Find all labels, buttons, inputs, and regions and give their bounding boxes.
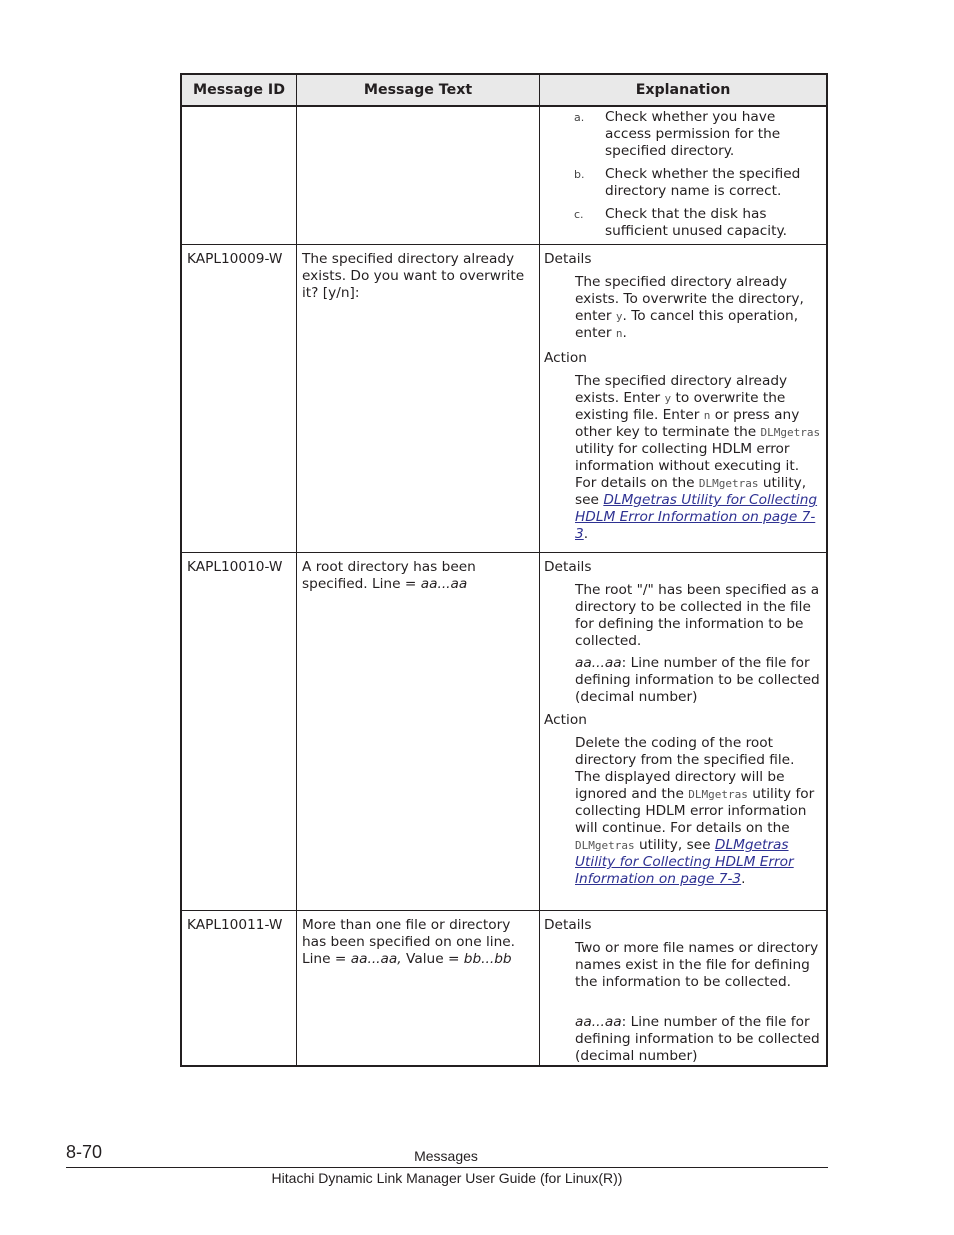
table-header <box>182 75 826 107</box>
cross-reference-link[interactable]: DLMgetras Utility for Collecting HDLM Error Information on page 7-3 <box>575 492 818 542</box>
messages-table <box>180 73 828 1067</box>
message-text-mid: Value = <box>401 951 464 967</box>
column-divider <box>539 75 540 1065</box>
action-text: Delete the coding of the root directory from the specified file. The displayed directory will be ignored and the DLMgetras utility for collecting HDLM error information will continue. For details on the DLMgetras utility, see DLMgetras Utility for Collecting HDLM Error Information on page 7-3. <box>575 735 815 887</box>
footer-divider <box>66 1167 828 1168</box>
list-marker: c. <box>574 208 584 221</box>
action-text: The specified directory already exists. Enter y to overwrite the existing file. Enter n or press any other key to terminate the DLMgetras utility for collecting HDLM error information without executing it. For details on the DLMgetras utility, see DLMgetras Utility for Collecting HDLM Error Information on page 7-3. <box>575 373 821 542</box>
list-item: Check whether the specified directory name is correct. <box>605 166 801 199</box>
details-variable: aa...aa <box>575 1014 622 1030</box>
row-divider <box>182 552 826 553</box>
list-item: Check whether you have access permission for the specified directory. <box>605 109 781 159</box>
details-text: Two or more file names or directory names exist in the file for defining the information to be collected. <box>575 940 819 990</box>
message-variable: aa...aa <box>420 576 468 592</box>
message-text: The specified directory already exists. Do you want to overwrite it? [y/n]: <box>302 251 525 301</box>
message-id: KAPL10009-W <box>187 251 283 267</box>
details-variable-desc: : Line number of the file for defining information to be collected (decimal number) <box>575 655 820 705</box>
details-variable-desc: : Line number of the file for defining information to be collected (decimal number) <box>575 1014 820 1064</box>
column-divider <box>296 75 297 1065</box>
header-explanation: Explanation <box>635 82 731 98</box>
details-text: The root "/" has been specified as a directory to be collected in the file for defining the information to be collected. <box>575 582 820 649</box>
message-text-prefix: More than one file or directory has been specified on one line. Line = <box>302 917 516 967</box>
message-text <box>302 917 536 968</box>
list-item: Check that the disk has sufficient unused capacity. <box>605 206 787 239</box>
message-variable: aa...aa, <box>350 951 402 967</box>
document-title: Hitachi Dynamic Link Manager User Guide (for Linux(R)) <box>271 1170 623 1186</box>
cross-reference-link[interactable]: DLMgetras Utility for Collecting HDLM Error Information on page 7-3 <box>575 837 794 887</box>
details-variable-text <box>575 1014 823 1065</box>
details-variable: aa...aa <box>575 655 622 671</box>
list-marker: a. <box>574 111 585 124</box>
message-id: KAPL10011-W <box>187 917 283 933</box>
details-variable-text <box>575 655 823 706</box>
action-label: Action <box>544 350 587 366</box>
section-name: Messages <box>414 1148 478 1164</box>
message-text <box>302 559 536 593</box>
row-divider <box>182 244 826 245</box>
message-text-prefix: A root directory has been specified. Line = <box>302 559 476 592</box>
header-message-text: Message Text <box>363 82 473 98</box>
message-variable: bb...bb <box>463 951 512 967</box>
details-text: The specified directory already exists. To overwrite the directory, enter y. To cancel this operation, enter n. <box>575 274 804 341</box>
row-divider <box>182 910 826 911</box>
header-message-id: Message ID <box>193 82 285 98</box>
list-marker: b. <box>574 168 585 181</box>
details-label: Details <box>544 251 592 267</box>
message-id: KAPL10010-W <box>187 559 283 575</box>
action-label: Action <box>544 712 587 728</box>
page-number: 8-70 <box>66 1142 103 1162</box>
details-label: Details <box>544 559 592 575</box>
details-label: Details <box>544 917 592 933</box>
